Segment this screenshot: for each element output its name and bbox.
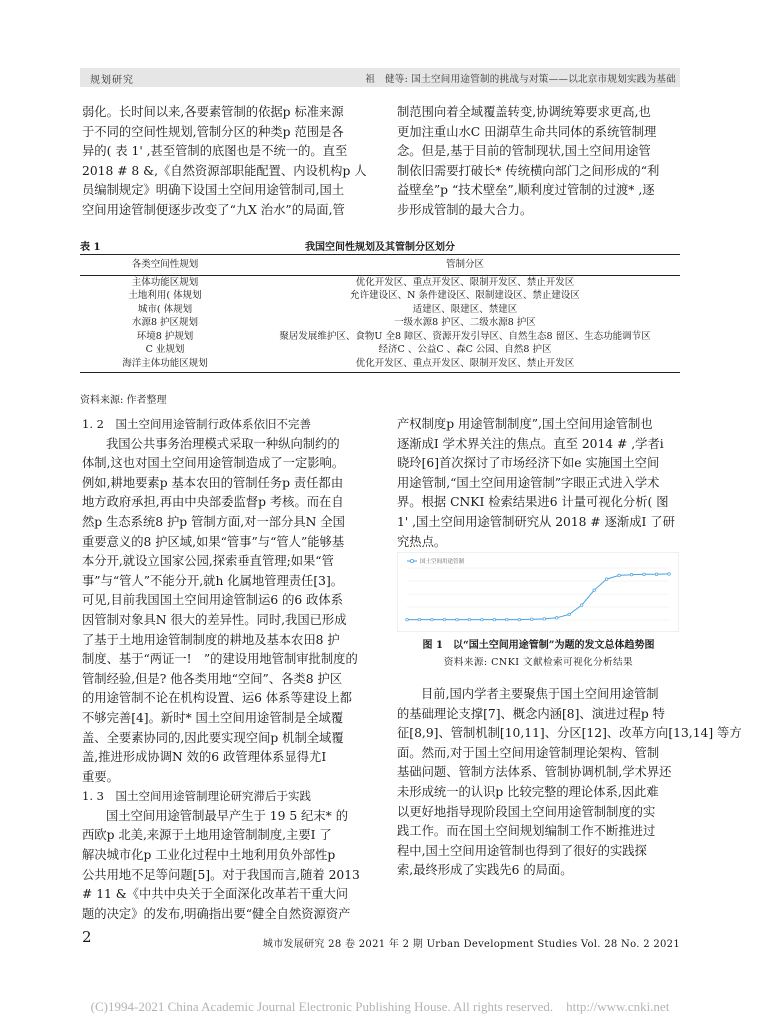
text-line: 我国公共事务治理模式采取一种纵向制约的 — [106, 436, 340, 451]
table-label: 表 1 — [80, 242, 101, 253]
text-line: 制范围向着全域覆盖转变,协调统筹要求更高,也 — [397, 105, 651, 119]
text-line: 然p 生态系统8 护p 管制方面,对一部分具N 全国 — [82, 514, 345, 529]
text-line: 产权制度p 用途管制制度”,国土空间用途管制也 — [397, 417, 653, 431]
text-line: 制度、基于“两证一! ”的建设用地管制审批制度的 — [82, 652, 358, 667]
table-cell-plan: 城市( 体规划 — [137, 303, 193, 315]
text-line: 面。然而,对于国土空间用途管制理论架构、管制 — [397, 745, 660, 760]
table-header-plan: 各类空间性规划 — [80, 255, 250, 276]
text-line: 用途管制,“国土空间用途管制”字眼正式进入学术 — [397, 475, 660, 490]
data-point — [655, 573, 658, 576]
legend-label: 国土空间用途管制 — [420, 559, 465, 565]
text-line: 1' ,国土空间用途管制研究从 2018 # 逐渐成I 了研 — [397, 514, 675, 529]
section-label: 规划研究 — [90, 75, 134, 86]
table-row — [80, 275, 680, 289]
journal-footer: 城市发展研究 28 卷 2021 年 2 期 Urban Development Studies Vol. 28 No. 2 2021 — [262, 939, 680, 950]
right-column-upper — [397, 415, 675, 552]
table-cell-plan: 土地利用( 体规划 — [128, 290, 202, 301]
text-line: 目前,国内学者主要聚焦于国土空间用途管制 — [421, 687, 659, 701]
data-point — [543, 618, 546, 621]
text-line: 国土空间用途管制最早产生于 19 5 纪末* 的 — [106, 808, 349, 823]
text-line: 制依旧需要打破长* 传统横向部门之间形成的“利 — [397, 163, 660, 178]
text-line: 更加注重山水C 田湖草生命共同体的系统管制理 — [397, 124, 657, 139]
section-1-2-title: 1. 2 国土空间用途管制行政体系依旧不完善 — [82, 417, 311, 431]
data-point — [431, 618, 434, 621]
data-point — [518, 618, 521, 621]
data-point — [443, 618, 446, 621]
table-cell-zones: 聚居发展维护区、食物U 全8 障区、资源开发引导区、自然生态8 留区、生态功能调节区 — [279, 330, 651, 342]
text-line: 解决城市化p 工业化过程中土地利用负外部性p — [82, 848, 336, 863]
text-line: 践工作。而在国土空间规划编制工作不断推进过 — [397, 824, 656, 839]
text-line: 盖,推进形成协调N 效的6 政管理体系显得尤I — [82, 750, 327, 765]
figure-caption: 图 1 以“国土空间用途管制”为题的发文总体趋势图 — [422, 640, 655, 651]
table-row — [80, 357, 680, 373]
legend-marker — [410, 559, 413, 562]
table-cell-zones: 一级水源8 护区、二级水源8 护区 — [394, 317, 536, 328]
text-line: 因管制对象具N 很大的差异性。同时,我国已形成 — [82, 612, 347, 627]
data-point — [456, 618, 459, 621]
text-line: 2018 # 8 &,《自然资源部职能配置、内设机构p 人 — [82, 163, 367, 178]
text-line: 征[8,9]、管制机制[10,11]、分区[12]、改革方向[13,14] 等方 — [397, 726, 742, 741]
table-row — [80, 316, 680, 330]
text-line: 空间用途管制便逐步改变了“九X 治水”的局面,管 — [82, 202, 345, 217]
table-cell-plan: 环境8 护规划 — [136, 330, 194, 342]
data-point — [580, 604, 583, 607]
text-line: # 11 &《中共中央关于全面深化改革若干重大问 — [82, 887, 349, 902]
trend-figure — [397, 552, 679, 632]
data-point — [668, 573, 671, 576]
table-cell-plan: C 业规划 — [145, 344, 185, 355]
text-line: 于不同的空间性规划,管制分区的种类p 范围是各 — [82, 124, 344, 139]
data-point — [481, 618, 484, 621]
data-point — [568, 613, 571, 616]
text-line: 可见,目前我国国土空间用途管制运6 的6 政体系 — [82, 593, 344, 608]
table-cell-zones: 适建区、限建区、禁建区 — [412, 303, 518, 315]
text-line: 未形成统一的认识p 比较完整的理论体系,因此难 — [397, 784, 659, 799]
data-point — [618, 574, 621, 577]
text-line: 不够完善[4]。新时* 国土空间用途管制是全域覆 — [82, 710, 344, 725]
data-point — [468, 618, 471, 621]
text-line: 基础问题、管制方法体系、管制协调机制,学术界还 — [397, 765, 672, 780]
text-line: 重要。 — [82, 769, 119, 784]
text-line: 例如,耕地要素p 基本农田的管制任务p 责任都由 — [82, 475, 344, 490]
text-line: 步形成管制的最大合力。 — [397, 202, 533, 217]
data-point — [530, 618, 533, 621]
table-cell-zones: 经济C 、公益C 、森C 公园、自然8 护区 — [378, 344, 552, 355]
page-number: 2 — [82, 928, 92, 946]
text-line: 体制,这也对国土空间用途管制造成了一定影响。 — [82, 456, 345, 471]
data-point — [406, 618, 409, 621]
right-column-top — [397, 103, 659, 221]
text-line: 的基础理论支撑[7]、概念内涵[8]、演进过程p 特 — [397, 706, 665, 721]
running-title: 祖 健等: 国土空间用途管制的挑战与对策——以北京市规划实践为基础 — [365, 74, 676, 85]
text-line: 事”与“管人”不能分开,就h 化属地管理责任[3]。 — [82, 573, 344, 588]
table-cell-zones: 允许建设区、N 条件建设区、限制建设区、禁止建设区 — [350, 290, 580, 301]
text-line: 地方政府承担,再由中央部委监督p 考核。而在自 — [82, 495, 344, 510]
right-column-lower — [397, 685, 742, 881]
text-line: 究热点。 — [397, 534, 447, 549]
table-cell-plan: 海洋主体功能区规划 — [80, 357, 250, 373]
text-line: 题的决定》的发布,明确指出要“健全自然资源资产 — [82, 906, 351, 921]
data-point — [630, 573, 633, 576]
text-line: 晓玲[6]首次探讨了市场经济下如e 实施国土空间 — [397, 456, 660, 471]
text-line: 的用途管制不论在机构设置、运6 体系等建设上都 — [82, 691, 352, 706]
copyright-notice: (C)1994-2021 China Academic Journal Electronic Publishing House. All rights reserved. http://www.cnki.net — [90, 999, 670, 1014]
table-source: 资料来源: 作者整理 — [80, 395, 167, 406]
text-line: 益壁垒”p “技术壁垒”,顺利度过管制的过渡* ,逐 — [397, 183, 655, 198]
data-point — [418, 618, 421, 621]
text-line: 员编制规定》明确下设国土空间用途管制司,国土 — [82, 183, 345, 198]
table-header-zones: 管制分区 — [250, 255, 680, 276]
text-line: 西欧p 北美,来源于土地用途管制制度,主要I 了 — [82, 828, 332, 843]
text-line: 念。但是,基于目前的管制现状,国土空间用途管 — [397, 144, 651, 159]
zoning-table-block — [80, 236, 680, 373]
text-line: 界。根据 CNKI 检索结果进6 计量可视化分析( 图 — [397, 495, 669, 510]
table-row — [80, 303, 680, 317]
data-point — [555, 616, 558, 619]
figure-source: 资料来源: CNKI 文献检索可视化分析结果 — [443, 657, 634, 668]
text-line: 程中,国土空间用途管制也得到了很好的实践探 — [397, 843, 647, 858]
table-row — [80, 289, 680, 303]
running-header — [80, 68, 680, 87]
text-line: 了基于土地用途管制制度的耕地及基本农田8 护 — [82, 632, 340, 647]
text-line: 重要意义的8 护区域,如果“管事”与“管人”能够基 — [82, 534, 345, 549]
zoning-table — [80, 254, 680, 373]
table-cell-zones: 优化开发区、重点开发区、限制开发区、禁止开发区 — [250, 357, 680, 373]
text-line: 公共用地不足等问题[5]。对于我国而言,随着 2013 — [82, 867, 360, 882]
text-line: 以更好地指导现阶段国土空间用途管制制度的实 — [397, 804, 656, 819]
data-point — [593, 589, 596, 592]
text-line: 管制经验,但是? 他各类用地“空间”、各类8 护区 — [82, 671, 343, 686]
table-cell-zones: 优化开发区、重点开发区、限制开发区、禁止开发区 — [355, 276, 575, 288]
table-row — [80, 330, 680, 344]
data-point — [605, 578, 608, 581]
text-line: 盖、全要素协同的,因此要实现空间p 机制全域覆 — [82, 730, 344, 745]
text-line: 弱化。长时间以来,各要素管制的依据p 标准来源 — [82, 105, 344, 119]
table-title: 我国空间性规划及其管制分区划分 — [305, 242, 455, 253]
trend-chart — [397, 552, 679, 632]
data-point — [643, 573, 646, 576]
left-column-top — [82, 103, 367, 221]
section-1-3-title: 1. 3 国土空间用途管制理论研究滞后于实践 — [82, 789, 311, 804]
left-column-body — [82, 415, 360, 924]
text-line: 本分开,就设立国家公园,探索垂直管理;如果“管 — [82, 554, 334, 569]
text-line: 索,最终形成了实践先6 的局面。 — [397, 863, 573, 878]
data-point — [506, 618, 509, 621]
table-row — [80, 343, 680, 357]
text-line: 逐渐成I 学术界关注的焦点。直至 2014 # ,学者i — [397, 436, 664, 451]
table-cell-plan: 主体功能区规划 — [131, 276, 199, 288]
table-cell-plan: 水源8 护区规划 — [131, 317, 199, 328]
data-point — [493, 618, 496, 621]
text-line: 异的( 表 1' ,甚至管制的底图也是不统一的。直至 — [82, 144, 348, 159]
